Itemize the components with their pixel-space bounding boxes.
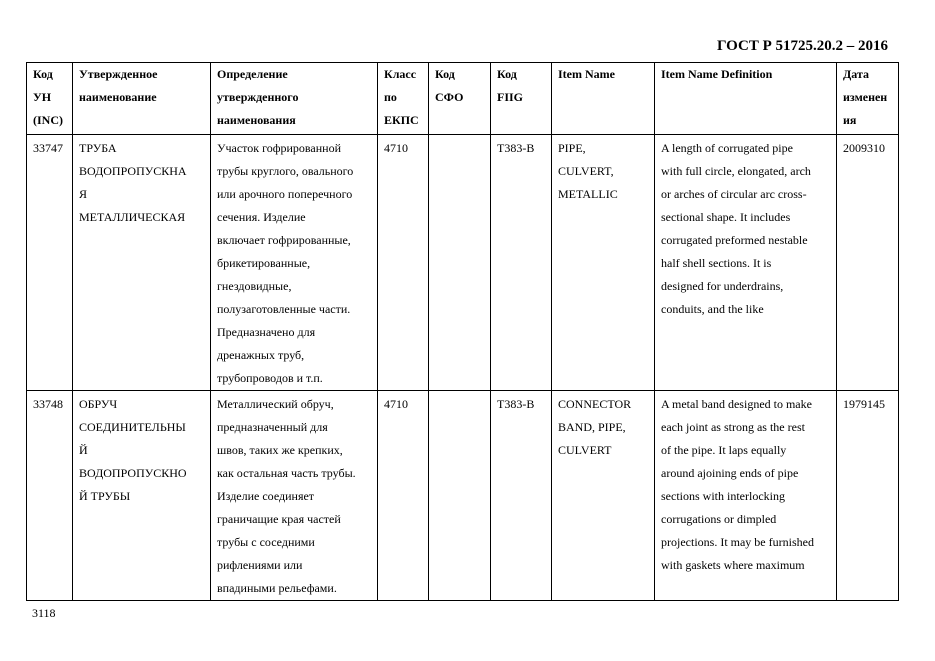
cell-line: Код (435, 67, 455, 81)
cell-line: гнездовидные, (217, 279, 292, 293)
cell-item-name (552, 391, 655, 601)
cell-line: each joint as strong as the rest (661, 420, 805, 434)
cell-line: Предназначено для (217, 325, 316, 339)
cell-line: ЕКПС (384, 113, 419, 127)
cell-line: УН (33, 90, 52, 104)
cell-sfo (429, 391, 491, 601)
cell-line: СОЕДИНИТЕЛЬНЫ (79, 420, 186, 434)
cell-definition (211, 391, 378, 601)
cell-line: half shell sections. It is (661, 256, 772, 270)
cell-line: (INC) (33, 113, 63, 127)
cell-line: Item Name (558, 67, 615, 81)
cell-line: СФО (435, 90, 464, 104)
cell-item-name (552, 135, 655, 391)
cell-class: 4710 (378, 135, 429, 391)
document-title: ГОСТ Р 51725.20.2 – 2016 (716, 38, 888, 54)
cell-line: corrugated preformed nestable (661, 233, 808, 247)
cell-line: Изделие соединяет (217, 489, 315, 503)
cell-line: CULVERT, (558, 164, 614, 178)
cell-line: CONNECTOR (558, 397, 632, 411)
cell-line: A metal band designed to make (661, 397, 812, 411)
cell-line: with full circle, elongated, arch (661, 164, 811, 178)
header-item-name (552, 63, 655, 135)
cell-line: рифлениями или (217, 558, 303, 572)
cell-line: граничащие края частей (217, 512, 341, 526)
cell-line: Item Name Definition (661, 67, 773, 81)
cell-line: Й (79, 443, 88, 457)
cell-line: МЕТАЛЛИЧЕСКАЯ (79, 210, 186, 224)
cell-line: PIPE, (558, 141, 586, 155)
cell-line: трубы с соседними (217, 535, 315, 549)
cell-inc: 33747 (27, 135, 73, 391)
cell-line: по (384, 90, 397, 104)
cell-line: sections with interlocking (661, 489, 785, 503)
cell-line: наименования (217, 113, 296, 127)
cell-item-definition (655, 135, 837, 391)
cell-line: включает гофрированные, (217, 233, 351, 247)
cell-line: around ajoining ends of pipe (661, 466, 799, 480)
cell-line: Металлический обруч, (217, 397, 334, 411)
cell-definition (211, 135, 378, 391)
cell-line: трубопроводов и т.п. (217, 371, 323, 385)
cell-line: Определение (217, 67, 288, 81)
cell-line: полузаготовленные части. (217, 302, 351, 316)
header-inc (27, 63, 73, 135)
cell-fiig: T383-B (491, 391, 552, 601)
cell-line: ОБРУЧ (79, 397, 118, 411)
cell-line: брикетированные, (217, 256, 311, 270)
cell-line: Участок гофрированной (217, 141, 342, 155)
cell-date: 2009310 (837, 135, 899, 391)
cell-line: дренажных труб, (217, 348, 305, 362)
cell-line: утвержденного (217, 90, 299, 104)
cell-line: сечения. Изделие (217, 210, 306, 224)
cell-line: ТРУБА (79, 141, 117, 155)
cell-line: ВОДОПРОПУСКНА (79, 164, 187, 178)
classification-table (26, 62, 899, 601)
table-row (27, 135, 899, 391)
page-number: 3118 (32, 606, 56, 620)
cell-line: Дата (843, 67, 869, 81)
cell-line: projections. It may be furnished (661, 535, 814, 549)
cell-date: 1979145 (837, 391, 899, 601)
cell-line: Код (497, 67, 517, 81)
cell-line: FIIG (497, 90, 524, 104)
header-class (378, 63, 429, 135)
header-date (837, 63, 899, 135)
cell-line: designed for underdrains, (661, 279, 784, 293)
cell-line: corrugations or dimpled (661, 512, 777, 526)
cell-line: или арочного поперечного (217, 187, 353, 201)
cell-line: швов, таких же крепких, (217, 443, 343, 457)
cell-line: conduits, and the like (661, 302, 764, 316)
cell-item-definition (655, 391, 837, 601)
cell-line: впадиными рельефами. (217, 581, 337, 595)
cell-line: or arches of circular arc cross- (661, 187, 807, 201)
cell-line: Й ТРУБЫ (79, 489, 131, 503)
header-sfo (429, 63, 491, 135)
cell-line: of the pipe. It laps equally (661, 443, 787, 457)
cell-sfo (429, 135, 491, 391)
cell-line: Я (79, 187, 88, 201)
cell-line: ия (843, 113, 857, 127)
cell-line: наименование (79, 90, 157, 104)
cell-line: sectional shape. It includes (661, 210, 791, 224)
cell-line: трубы круглого, овального (217, 164, 354, 178)
cell-line: изменен (843, 90, 888, 104)
cell-line: METALLIC (558, 187, 618, 201)
cell-line: Утвержденное (79, 67, 158, 81)
cell-line: A length of corrugated pipe (661, 141, 793, 155)
cell-class: 4710 (378, 391, 429, 601)
cell-approved-name (73, 391, 211, 601)
table-header-row (27, 63, 899, 135)
cell-line: with gaskets where maximum (661, 558, 805, 572)
cell-line: ВОДОПРОПУСКНО (79, 466, 187, 480)
cell-line: предназначенный для (217, 420, 328, 434)
header-fiig (491, 63, 552, 135)
table-row (27, 391, 899, 601)
cell-fiig: T383-B (491, 135, 552, 391)
header-approved-name (73, 63, 211, 135)
cell-inc: 33748 (27, 391, 73, 601)
cell-line: CULVERT (558, 443, 612, 457)
cell-line: как остальная часть трубы. (217, 466, 356, 480)
header-definition (211, 63, 378, 135)
header-item-definition (655, 63, 837, 135)
cell-line: BAND, PIPE, (558, 420, 626, 434)
cell-approved-name (73, 135, 211, 391)
cell-line: Класс (384, 67, 417, 81)
cell-line: Код (33, 67, 53, 81)
